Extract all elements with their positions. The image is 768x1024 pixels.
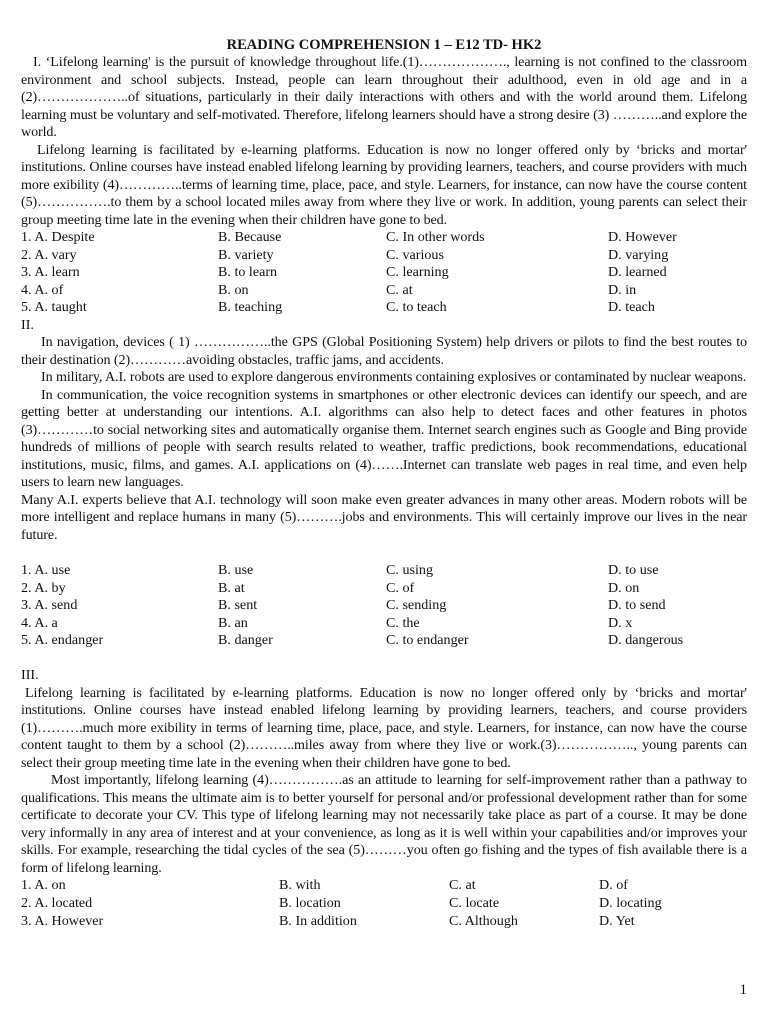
- option-row: [21, 877, 747, 895]
- option-c: C. at: [386, 281, 413, 298]
- option-a: 3. A. learn: [21, 264, 80, 281]
- option-b: B. danger: [218, 632, 273, 649]
- option-a: 1. A. Despite: [21, 229, 95, 245]
- section1-paragraph1: I. ‘Lifelong learning' is the pursuit of knowledge throughout life.(1)………………., learning is not confined to the classroom environment and school subjects. Instead, people can learn throughout their adulthood, even in old age and in a (2)………………..of situations, particularly in their daily interactions with others and with the world around them. Lifelong learning must be voluntary and self-motivated. Therefore, lifelong learners should have a strong desire (3) ………..and explore the world.: [21, 54, 747, 140]
- option-a: 3. A. send: [21, 597, 78, 614]
- option-row: [21, 282, 747, 300]
- option-c: C. Although: [449, 912, 518, 929]
- option-d: D. learned: [608, 264, 667, 281]
- document-page: [21, 36, 747, 930]
- option-c: C. to teach: [386, 299, 447, 316]
- option-b: B. with: [279, 877, 321, 894]
- page-number: 1: [739, 982, 747, 998]
- option-b: B. sent: [218, 597, 258, 614]
- option-b: B. location: [279, 895, 341, 912]
- option-b: B. In addition: [279, 912, 357, 929]
- option-a: 1. A. on: [21, 877, 66, 894]
- section2-paragraph2: In military, A.I. robots are used to explore dangerous environments containing explosives or contaminated by nuclear weapons.: [41, 369, 747, 386]
- option-b: B. teaching: [218, 299, 283, 316]
- spacer: [21, 650, 747, 668]
- option-b: B. on: [218, 281, 249, 298]
- option-d: D. x: [608, 614, 633, 631]
- option-c: C. using: [386, 561, 433, 578]
- option-row: [21, 562, 747, 580]
- option-row: [21, 615, 747, 633]
- option-a: 4. A. a: [21, 614, 58, 631]
- option-d: D. on: [608, 579, 640, 596]
- option-c: C. In other words: [386, 229, 485, 245]
- section1-options: [21, 229, 747, 317]
- option-a: 3. A. However: [21, 912, 104, 929]
- option-d: D. varying: [608, 246, 669, 263]
- option-d: D. in: [608, 281, 637, 298]
- option-a: 5. A. taught: [21, 299, 87, 316]
- option-row: [21, 895, 747, 913]
- option-c: C. learning: [386, 264, 449, 281]
- option-a: 4. A. of: [21, 281, 64, 298]
- option-d: D. to use: [608, 561, 659, 578]
- option-d: D. to send: [608, 597, 666, 614]
- option-b: B. variety: [218, 246, 274, 263]
- section3-paragraph2: Most importantly, lifelong learning (4)…………….as an attitude to learning for self-improvement rather than a pathway to qualifications. This means the ultimate aim is to better yourself for personal and/or professional development rather than for some certificate to decorate your CV. This type of lifelong learning may not necessarily take place as part of a course. It may be done very informally in any area of interest and at your convenience, as long as it is well within your capabilities and/or improves your skills. For example, researching the tidal cycles of the sea (5)………you often go fishing and the types of fish available there is a form of lifelong learning.: [21, 772, 747, 876]
- option-a: 2. A. located: [21, 895, 93, 912]
- option-row: [21, 229, 747, 247]
- option-row: [21, 580, 747, 598]
- option-b: B. to learn: [218, 264, 278, 281]
- option-d: D. locating: [599, 895, 662, 912]
- option-a: 1. A. use: [21, 561, 71, 578]
- option-a: 2. A. vary: [21, 246, 77, 263]
- option-d: D. dangerous: [608, 632, 684, 649]
- section2-options: [21, 562, 747, 650]
- option-row: [21, 632, 747, 650]
- option-b: B. an: [218, 614, 248, 631]
- option-row: [21, 247, 747, 265]
- option-c: C. to endanger: [386, 632, 469, 649]
- option-d: D. of: [599, 877, 628, 894]
- option-b: B. Because: [218, 229, 282, 245]
- section2-paragraph1: In navigation, devices ( 1) ……………..the GPS (Global Positioning System) help drivers or pilots to find the best routes to their destination (2)…………avoiding obstacles, traffic jams, and accidents.: [21, 334, 747, 368]
- section3-options: [21, 877, 747, 930]
- option-d: D. teach: [608, 299, 655, 316]
- section2-heading: II.: [21, 316, 34, 333]
- section3-paragraph1: Lifelong learning is facilitated by e-learning platforms. Education is now no longer offered only by ‘bricks and mortar' institutions. Online courses have instead enabled lifelong learning by providing learners, teachers, and course providers (1)……….much more exibility in terms of learning time, place, pace, and style. Learners, for instance, can now have the course content taught to them by a school (2)………..miles away from where they live or work.(3)…………….., young parents can select their group meeting time late in the evening when their children have gone to bed.: [21, 684, 747, 771]
- option-b: B. at: [218, 579, 245, 596]
- option-c: C. of: [386, 579, 415, 596]
- option-row: [21, 264, 747, 282]
- option-row: [21, 913, 747, 931]
- spacer: [21, 544, 747, 562]
- section2-paragraph4: Many A.I. experts believe that A.I. technology will soon make even greater advances in many other areas. Modern robots will be more intelligent and replace humans in many (5)……….jobs and environments. This will certainly improve our lives in the near future.: [21, 491, 747, 543]
- option-c: C. at: [449, 877, 476, 894]
- option-d: D. However: [608, 229, 677, 245]
- option-a: 5. A. endanger: [21, 632, 104, 649]
- option-c: C. locate: [449, 895, 500, 912]
- section3-heading: III.: [21, 667, 39, 684]
- option-b: B. use: [218, 561, 254, 578]
- section2-paragraph3: In communication, the voice recognition systems in smartphones or other electronic devices can identify our speech, and are getting better at understanding our intentions. A.I. algorithms can also help to detect faces and other features in photos (3)…………to social networking sites and automatically organise them. Internet search engines such as Google and Bing provide hundreds of millions of people with search results related to weather, traffic predictions, book recommendations, educational institutions, music, films, and games. A.I. applications on (4)…….Internet can translate web pages in real time, and even help users to learn new languages.: [21, 386, 747, 491]
- option-row: [21, 597, 747, 615]
- option-c: C. sending: [386, 597, 447, 614]
- option-d: D. Yet: [599, 912, 635, 929]
- page-title: READING COMPREHENSION 1 – E12 TD- HK2: [226, 37, 542, 53]
- section1-paragraph2: Lifelong learning is facilitated by e-learning platforms. Education is now no longer offered only by ‘bricks and mortar' institutions. Online courses have instead enabled lifelong learning by providing learners, teachers, and course providers with much more exibility (4)…………..terms of learning time, place, pace, and style. Learners, for instance, can now have the course content (5)…………….to them by a school located miles away from where they live or work. In addition, young parents can select their group meeting time late in the evening when their children have gone to bed.: [21, 141, 747, 228]
- option-row: [21, 299, 747, 317]
- option-c: C. various: [386, 246, 444, 263]
- option-c: C. the: [386, 614, 420, 631]
- option-a: 2. A. by: [21, 579, 66, 596]
